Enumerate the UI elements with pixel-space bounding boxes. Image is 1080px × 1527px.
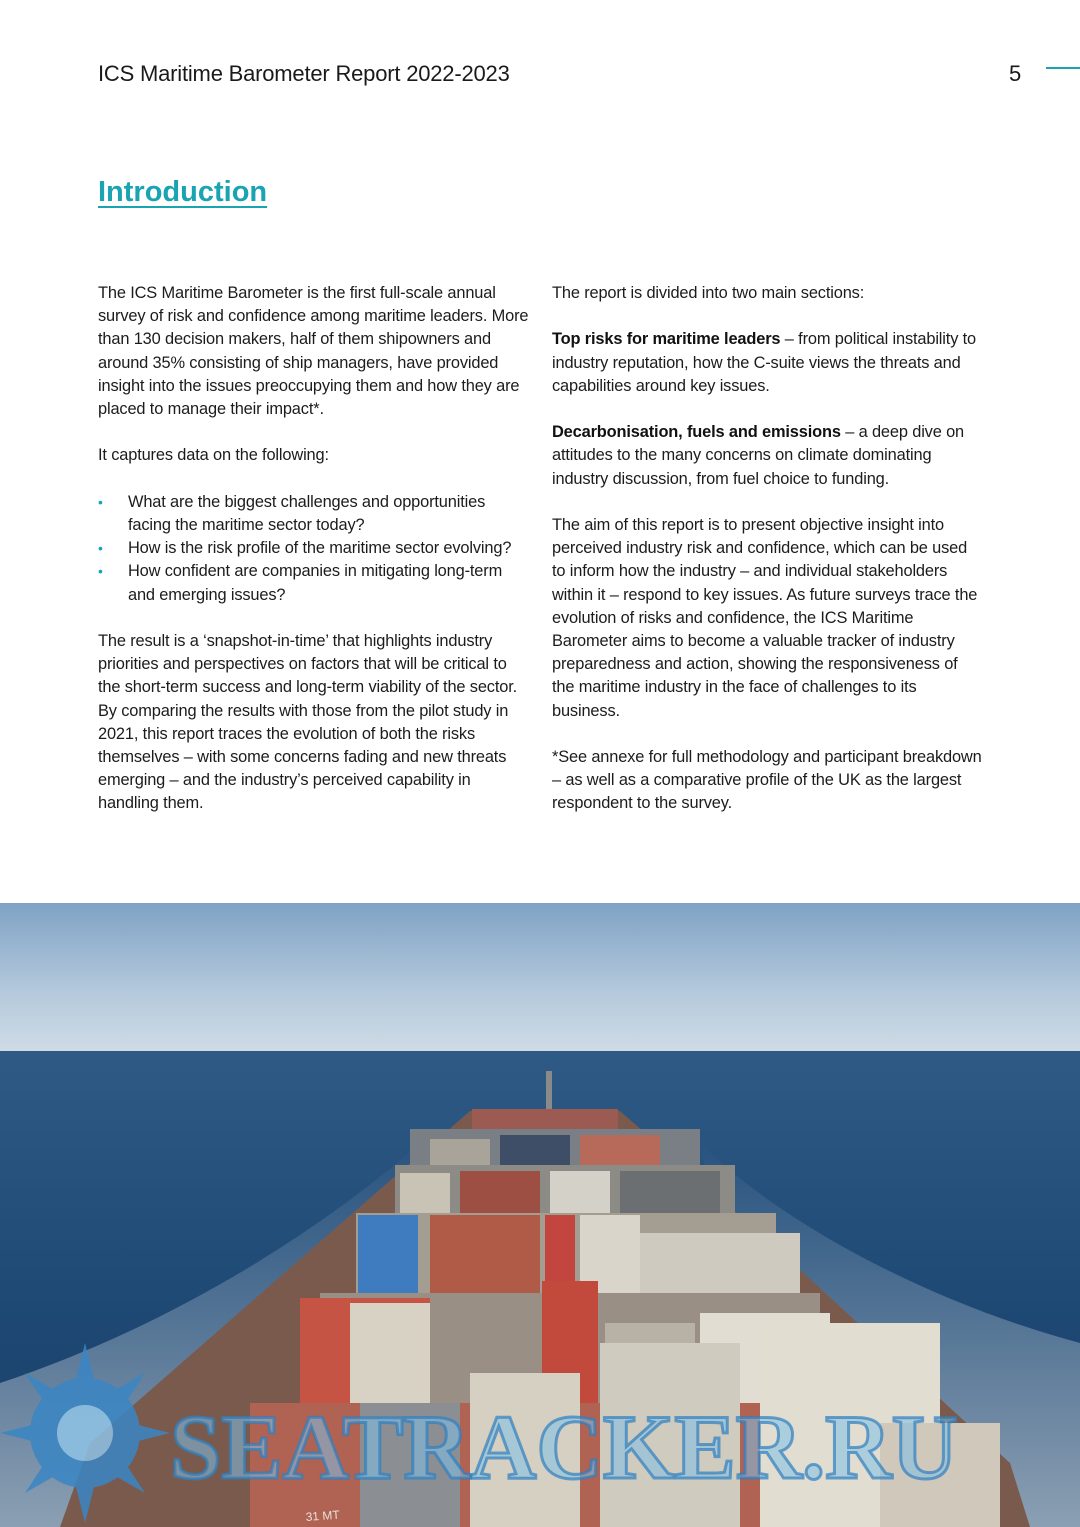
watermark-text: SEATRACKER.RU <box>170 1396 959 1498</box>
container-ship-photo <box>0 903 1080 1527</box>
section-top-risks-text: – from political instability to industry reputation, how the C-suite views the threats and capabilities around key issues. <box>552 330 977 395</box>
section-top-risks <box>552 328 984 398</box>
footnote: *See annexe for full methodology and participant breakdown – as well as a comparative profile of the UK as the largest respondent to the survey. <box>552 748 982 813</box>
hull-marking: 31 MT <box>305 1507 341 1524</box>
sky <box>0 903 1080 1051</box>
left-column <box>98 282 530 839</box>
bullet-icon: • <box>98 540 103 557</box>
list-item: • How is the risk profile of the maritime sector evolving? <box>98 537 530 560</box>
sections-intro: The report is divided into two main sections: <box>552 284 865 302</box>
list-item: • What are the biggest challenges and opportunities facing the maritime sector today? <box>98 492 486 534</box>
page-number: 5 <box>1009 61 1022 86</box>
result-paragraph: The result is a ‘snapshot-in-time’ that highlights industry priorities and perspectives on factors that will be critical to the short-term success and long-term viability of the sector. By comparing the results with those from the pilot study in 2021, this report traces the evolution of both the risks themselves – with some concerns fading and new threats emerging – and the industry’s perceived capability in handling them. <box>98 632 518 813</box>
header-accent-rule <box>1046 67 1080 69</box>
bullet-icon: • <box>98 493 103 510</box>
question-list <box>98 491 530 607</box>
section-decarbonisation-title: Decarbonisation, fuels and emissions <box>552 423 841 442</box>
section-decarbonisation-text: – a deep dive on attitudes to the many concerns on climate dominating industry discussion, from fuel choice to funding. <box>552 423 965 488</box>
bullet-icon: • <box>98 563 103 580</box>
report-title: ICS Maritime Barometer Report 2022-2023 <box>98 61 510 86</box>
captures-paragraph: It captures data on the following: <box>98 446 329 465</box>
section-top-risks-title: Top risks for maritime leaders <box>552 330 781 349</box>
section-decarbonisation <box>552 421 984 491</box>
ship-mast <box>546 1071 552 1111</box>
intro-paragraph: The ICS Maritime Barometer is the first full-scale annual survey of risk and confidence among maritime leaders. More than 130 decision makers, half of them shipowners and around 35% consisting of ship managers, have provided insight into the issues preoccupying them and how they are placed to manage their impact*. <box>98 284 529 419</box>
aim-paragraph: The aim of this report is to present objective insight into perceived industry risk and confidence, which can be used to inform how the industry – and individual stakeholders within it – respond to key issues. As future surveys trace the evolution of risks and confidence, the ICS Maritime Barometer aims to become a valuable tracker of industry preparedness and action, showing the responsiveness of the maritime industry in the face of challenges to its business. <box>552 515 978 720</box>
right-column <box>552 282 984 839</box>
list-item: • How confident are companies in mitigating long-term and emerging issues? <box>98 562 503 604</box>
section-heading: Introduction <box>98 176 268 208</box>
